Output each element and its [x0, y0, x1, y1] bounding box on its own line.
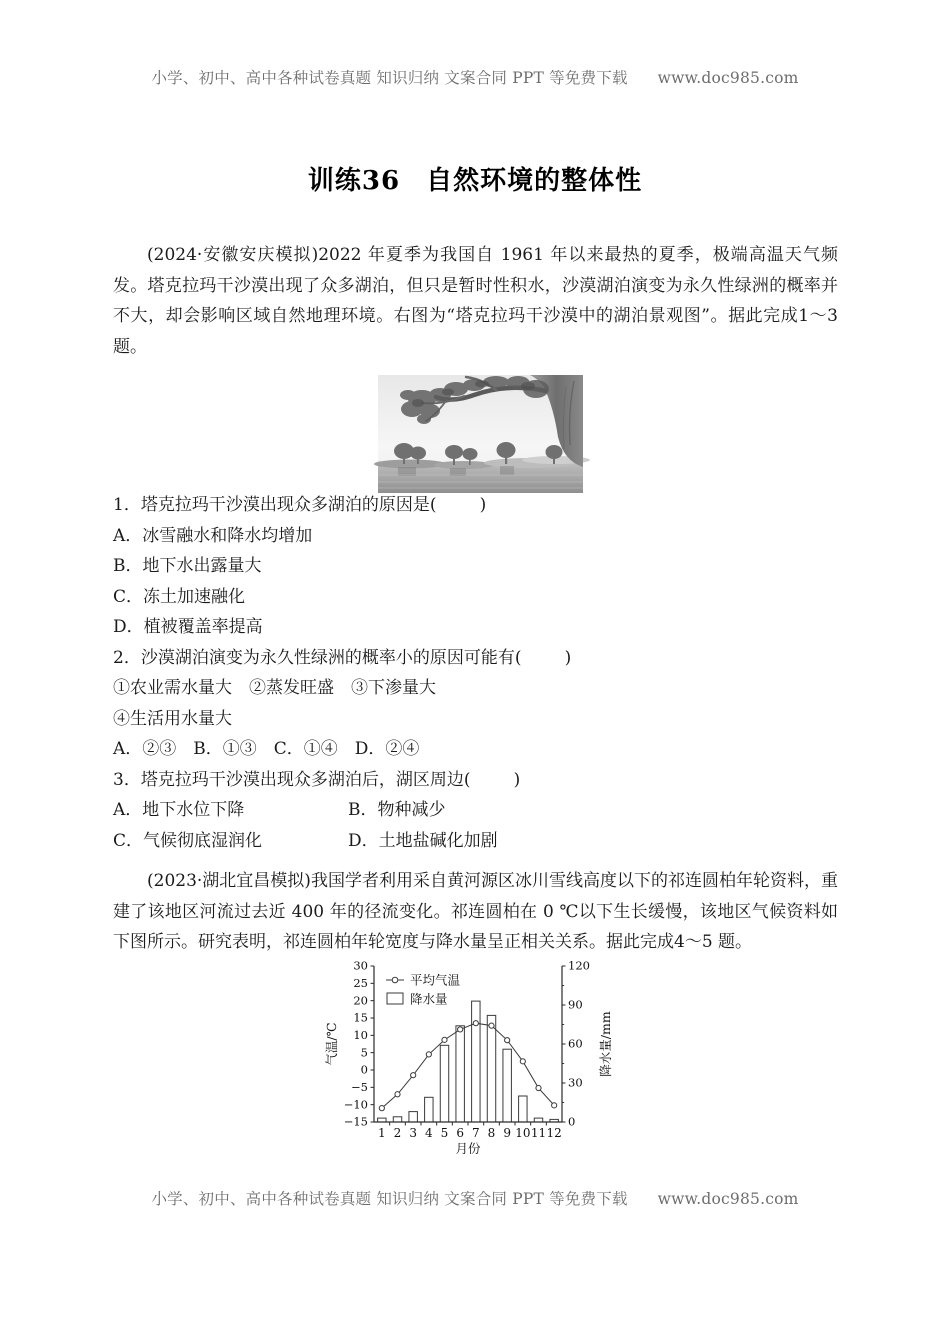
passage-2: (2023·湖北宜昌模拟)我国学者利用采自黄河源区冰川雪线高度以下的祁连圆柏年轮资料，重建了该地区河流过去近 400 年的径流变化。祁连圆柏在 0 ℃以下生长缓慢，该地区气候资料如下图所示。研究表明，祁连圆柏年轮宽度与降水量呈正相关关系。据此完成4～5 题。: [113, 871, 838, 952]
x-axis-tick-label: 9: [503, 1126, 511, 1140]
temperature-point: [552, 1103, 557, 1108]
right-axis-tick-label: 120: [568, 958, 590, 973]
temperature-point: [411, 1073, 416, 1078]
question-1-option-b[interactable]: B．地下水出露量大: [113, 556, 262, 576]
left-axis-tick-label: −15: [343, 1114, 368, 1129]
exercise-number: 训练36: [307, 166, 401, 196]
precipitation-bar: [456, 1026, 464, 1122]
question-1-stem: 1．塔克拉玛干沙漠出现众多湖泊的原因是( ): [113, 495, 487, 515]
temperature-point: [442, 1037, 447, 1042]
x-axis-tick-label: 1: [378, 1126, 386, 1140]
page-title: [0, 160, 950, 197]
question-3-option-a[interactable]: A．地下水位下降: [113, 800, 245, 820]
temperature-line: [382, 1023, 554, 1108]
x-axis-tick-label: 3: [409, 1126, 417, 1140]
question-2-items-line-2: ④生活用水量大: [113, 708, 232, 729]
x-axis-tick-label: 2: [393, 1126, 402, 1140]
watermark-url-bottom: www.doc985.com: [657, 1190, 799, 1208]
right-axis-tick-label: 90: [568, 997, 583, 1012]
question-2-stem: 2．沙漠湖泊演变为永久性绿洲的概率小的原因可能有( ): [113, 647, 572, 668]
x-axis-tick-label: 10: [515, 1126, 531, 1140]
legend-label-precipitation: 降水量: [410, 991, 448, 1007]
question-2-options[interactable]: A．②③ B．①③ C．①④ D．②④: [113, 739, 420, 759]
temperature-point: [395, 1092, 400, 1097]
x-axis-tick-label: 5: [440, 1126, 449, 1140]
left-axis-tick-label: 10: [353, 1027, 368, 1042]
watermark-footer: [0, 1187, 950, 1209]
precipitation-bar: [503, 1049, 511, 1122]
temperature-point: [458, 1027, 463, 1032]
precipitation-bar: [393, 1117, 401, 1122]
temperature-point: [536, 1085, 541, 1090]
lake-landscape-photo: [378, 375, 583, 493]
x-axis-tick-label: 8: [487, 1126, 496, 1140]
document-body: [113, 240, 838, 856]
x-axis-label: 月份: [455, 1141, 481, 1156]
question-3-option-c[interactable]: C．气候彻底湿润化: [113, 830, 263, 851]
temperature-point: [505, 1038, 510, 1043]
watermark-text: 小学、初中、高中各种试卷真题 知识归纳 文案合同 PPT 等免费下载: [151, 69, 628, 87]
watermark-header: [0, 66, 950, 88]
question-3-option-row-2: [113, 826, 838, 857]
question-2-items-line-1: ①农业需水量大 ②蒸发旺盛 ③下渗量大: [113, 678, 436, 698]
temperature-point: [489, 1023, 494, 1028]
legend-bar-sample: [387, 993, 403, 1004]
left-axis-tick-label: 25: [353, 975, 368, 990]
exercise-name: 自然环境的整体性: [426, 166, 643, 196]
section-2: [113, 866, 838, 958]
x-axis-tick-label: 11: [530, 1126, 547, 1140]
right-axis-tick-label: 30: [568, 1075, 583, 1090]
watermark-text-bottom: 小学、初中、高中各种试卷真题 知识归纳 文案合同 PPT 等免费下载: [151, 1190, 628, 1208]
precipitation-bar: [487, 1015, 495, 1122]
precipitation-bar: [409, 1112, 417, 1122]
left-axis-tick-label: −10: [343, 1097, 368, 1112]
legend-marker-sample: [392, 977, 398, 983]
left-axis-tick-label: 15: [353, 1010, 368, 1025]
precipitation-bar: [519, 1096, 527, 1122]
legend-label-temperature: 平均气温: [410, 972, 461, 988]
right-axis-tick-label: 0: [568, 1114, 576, 1129]
temperature-point: [520, 1059, 525, 1064]
watermark-url-top: www.doc985.com: [657, 69, 799, 87]
left-axis-tick-label: 0: [360, 1062, 368, 1077]
temperature-point: [426, 1052, 431, 1057]
question-3-option-b[interactable]: B．物种减少: [348, 800, 446, 820]
left-axis-title: 气温/℃: [324, 1022, 339, 1066]
question-1-option-a[interactable]: A．冰雪融水和降水均增加: [113, 525, 313, 546]
lake-landscape-image: [378, 375, 583, 493]
left-axis-tick-label: 5: [360, 1045, 368, 1060]
x-axis-tick-label: 7: [472, 1126, 480, 1140]
x-axis-tick-label: 12: [546, 1126, 562, 1140]
question-3-option-row-1: [113, 795, 838, 826]
left-axis-tick-label: 30: [353, 958, 368, 973]
question-1-option-c[interactable]: C．冻土加速融化: [113, 586, 246, 607]
x-axis-tick-label: 4: [425, 1126, 433, 1140]
left-axis-tick-label: −5: [351, 1079, 368, 1094]
question-3-option-d[interactable]: D．土地盐碱化加剧: [348, 830, 498, 851]
passage-1: (2024·安徽安庆模拟)2022 年夏季为我国自 1961 年以来最热的夏季，极端高温天气频发。塔克拉玛干沙漠出现了众多湖泊，但只是暂时性积水，沙漠湖泊演变为永久性绿洲的概率并不大，却会影响区域自然地理环境。右图为“塔克拉玛干沙漠中的湖泊景观图”。据此完成1～3 题。: [113, 245, 838, 357]
temperature-point: [379, 1106, 384, 1111]
climate-chart: [322, 958, 642, 1156]
left-axis-tick-label: 20: [353, 993, 368, 1008]
precipitation-bar: [425, 1097, 433, 1122]
right-axis-tick-label: 60: [568, 1036, 583, 1051]
climate-chart-svg: [322, 958, 642, 1156]
question-3-stem: 3．塔克拉玛干沙漠出现众多湖泊后，湖区周边( ): [113, 769, 521, 790]
x-axis-tick-label: 6: [456, 1126, 464, 1140]
right-axis-title: 降水量/mm: [598, 1011, 613, 1077]
precipitation-bar: [440, 1045, 448, 1122]
temperature-point: [473, 1021, 478, 1026]
precipitation-bar: [472, 1001, 480, 1122]
question-1-option-d[interactable]: D．植被覆盖率提高: [113, 617, 263, 637]
